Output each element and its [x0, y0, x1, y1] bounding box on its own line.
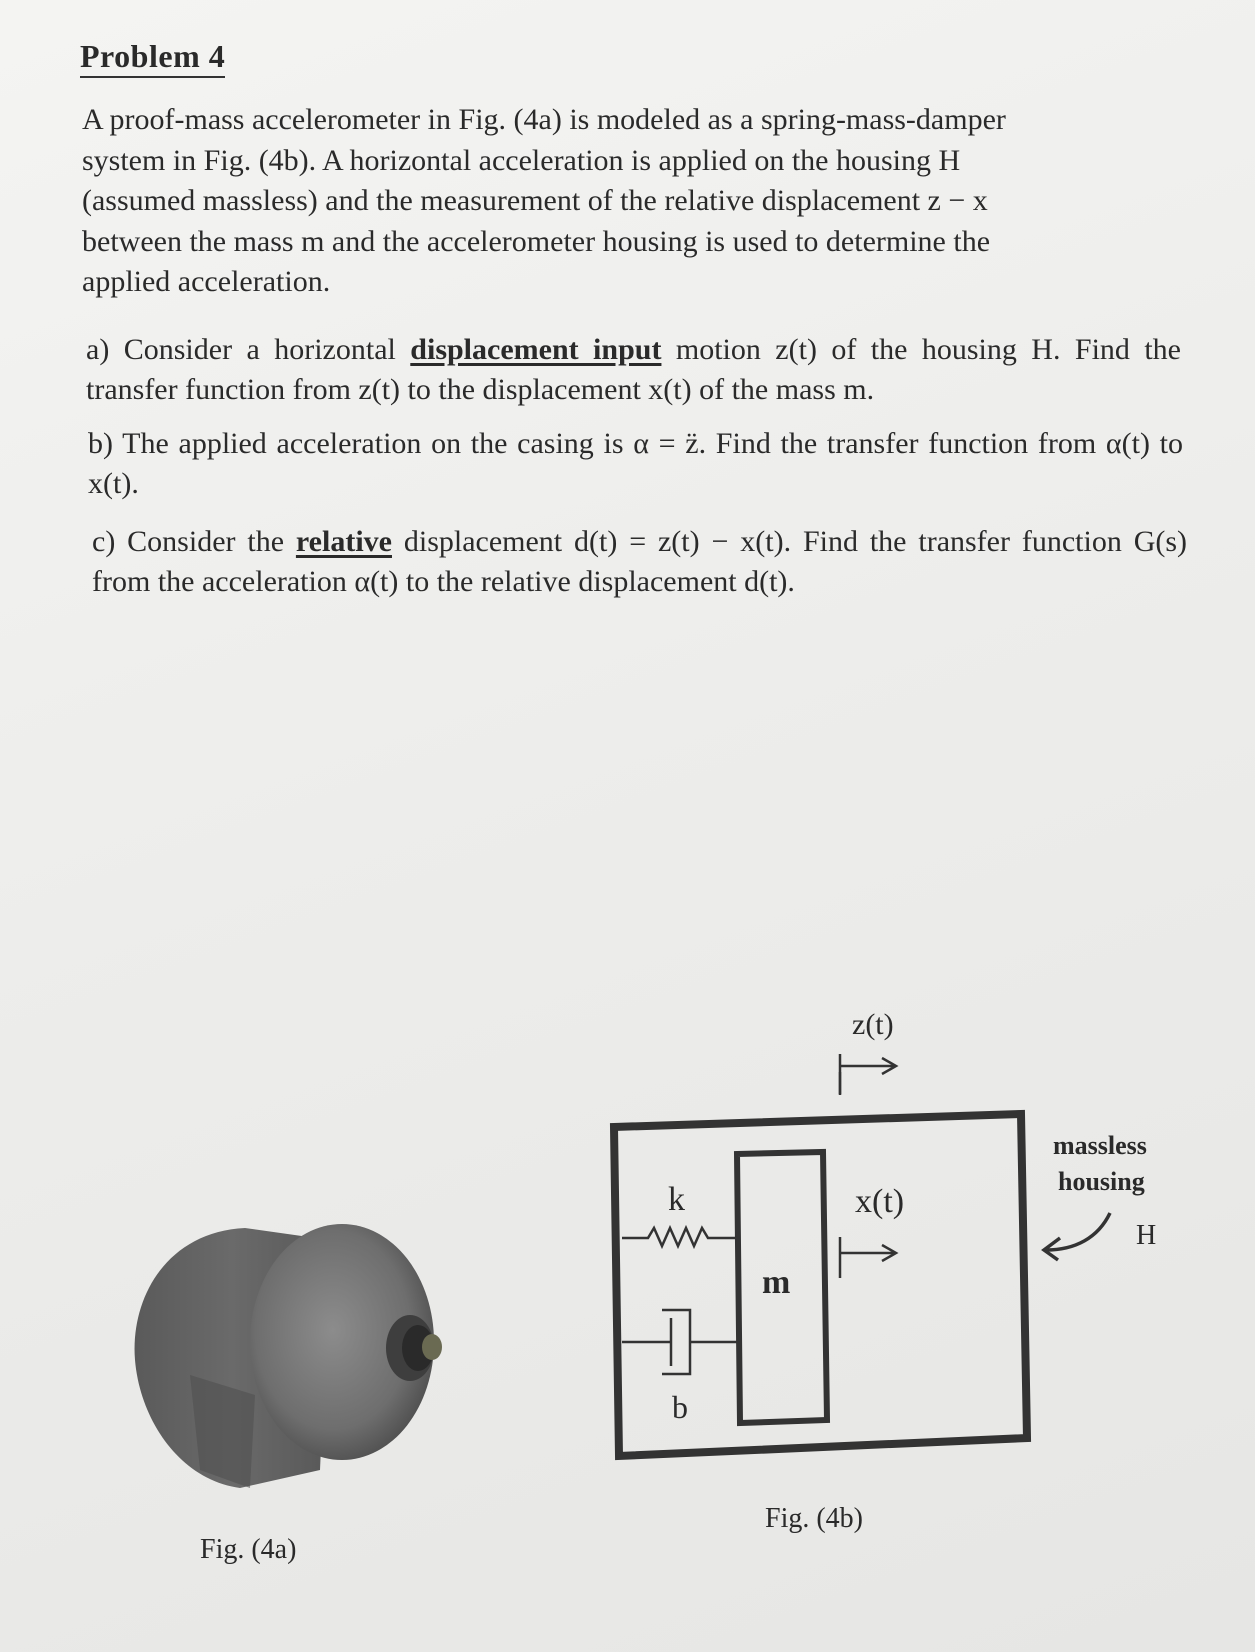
question-a-emphasis: displacement input: [410, 333, 662, 366]
figure-4a-caption: Fig. (4a): [200, 1534, 297, 1565]
h-label: H: [1136, 1220, 1157, 1251]
spring-k: [622, 1228, 737, 1246]
intro-line-1: A proof-mass accelerometer in Fig. (4a) is modeled as a spring-mass-damper: [82, 103, 1006, 136]
question-b: b) The applied acceleration on the casing is α = z̈. Find the transfer function from α(t) to x(t).: [88, 427, 1183, 500]
accelerometer-photo: [135, 1224, 442, 1488]
k-label: k: [668, 1181, 685, 1218]
h-pointer-arrow: [1046, 1213, 1110, 1250]
question-a-prefix: a) Consider a horizontal: [86, 333, 411, 366]
housing-label-line1: massless: [1053, 1131, 1147, 1160]
housing-label-line2: housing: [1058, 1167, 1145, 1196]
intro-line-5: applied acceleration.: [82, 265, 331, 298]
schematic-diagram: [614, 1054, 1110, 1456]
accelerometer-connector-pin: [422, 1334, 442, 1360]
figure-4b-caption: Fig. (4b): [765, 1503, 863, 1534]
intro-line-2: system in Fig. (4b). A horizontal acceleration is applied on the housing H: [82, 143, 961, 177]
x-label: x(t): [855, 1183, 905, 1220]
z-label: z(t): [852, 1008, 894, 1041]
question-c-suffix: displacement d(t) = z(t) − x(t). Find the transfer function G(s) from the acceleration α(t) to the relative displacement d(t).: [92, 525, 1188, 598]
b-label: b: [672, 1389, 688, 1425]
intro-line-4: between the mass m and the accelerometer housing is used to determine the: [82, 224, 991, 258]
question-a-suffix: motion z(t) of the housing H. Find the transfer function from z(t) to the displacement x(t) of the mass m.: [86, 333, 1181, 406]
intro-line-3: (assumed massless) and the measurement of the relative displacement z − x: [82, 184, 988, 217]
question-c-emphasis: relative: [295, 525, 392, 558]
question-c-prefix: c) Consider the: [92, 525, 296, 558]
problem-heading: Problem 4: [80, 38, 225, 78]
m-label: m: [762, 1264, 791, 1301]
